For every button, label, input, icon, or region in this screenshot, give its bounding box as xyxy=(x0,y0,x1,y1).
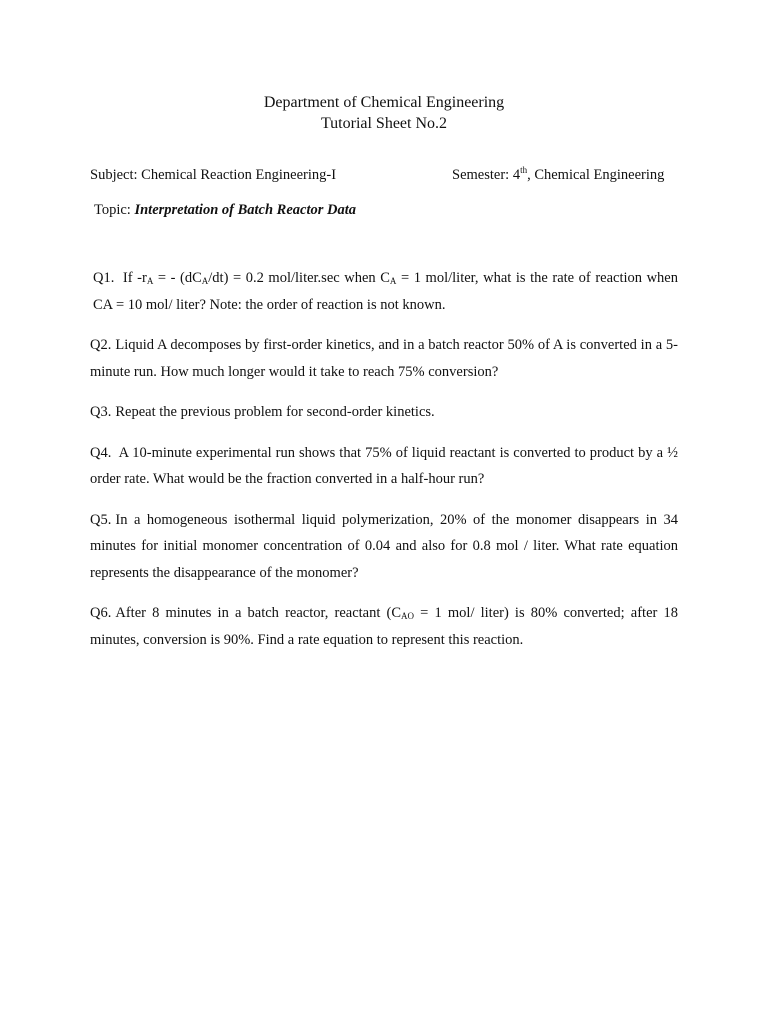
semester-number: 4 xyxy=(512,167,521,183)
subscript: A xyxy=(389,276,397,286)
question-text: Liquid A decomposes by first-order kinetics, and in a batch reactor 50% of A is converted in a 5-minute run. How much longer would it take to reach 75% conversion? xyxy=(90,337,678,380)
semester-line xyxy=(452,167,664,184)
department-title: Department of Chemical Engineering xyxy=(263,94,505,111)
semester-ordinal: th xyxy=(520,165,528,175)
question-text: = 1 mol/ liter) is 80% converted; after 18 minutes, conversion is 90%. Find a rate equation to represent this reaction. xyxy=(90,605,678,648)
question-5 xyxy=(90,507,678,587)
question-text: = 1 mol/liter, what is the rate of reaction when CA = 10 mol/ liter? Note: the order of reaction is not known. xyxy=(93,270,678,313)
subject-line xyxy=(90,167,336,184)
question-2 xyxy=(90,332,678,385)
subject-value: Chemical Reaction Engineering-I xyxy=(141,167,337,183)
question-number: Q1. xyxy=(93,270,115,286)
question-number: Q6. xyxy=(90,605,112,621)
question-6 xyxy=(90,600,678,653)
question-text: If -r xyxy=(118,270,147,286)
question-number: Q5. xyxy=(90,511,112,528)
question-number: Q2. xyxy=(90,337,112,353)
topic-label: Topic: xyxy=(94,202,131,218)
subject-semester-row xyxy=(90,167,680,187)
subscript: A xyxy=(201,276,209,286)
question-3 xyxy=(90,399,678,426)
tutorial-sheet-title: Tutorial Sheet No.2 xyxy=(320,115,448,132)
question-text: Repeat the previous problem for second-order kinetics. xyxy=(115,404,435,420)
question-text: After 8 minutes in a batch reactor, reactant (C xyxy=(115,605,402,621)
question-text: A 10-minute experimental run shows that 75% of liquid reactant is converted to product by a ½ order rate. What would be the fraction converted in a half-hour run? xyxy=(90,444,678,487)
question-4 xyxy=(90,440,678,493)
question-list xyxy=(90,265,678,667)
subscript: A xyxy=(146,276,154,286)
topic-line xyxy=(94,202,356,219)
question-text: /dt) = 0.2 mol/liter.sec when C xyxy=(208,270,390,286)
question-text: In a homogeneous isothermal liquid polymerization, 20% of the monomer disappears in 34 minutes for initial monomer concentration of 0.04 and also for 0.8 mol / liter. What rate equation represents the disappearance of the monomer? xyxy=(90,511,678,581)
semester-program: , Chemical Engineering xyxy=(527,167,665,183)
topic-value: Interpretation of Batch Reactor Data xyxy=(134,202,357,218)
semester-label: Semester: xyxy=(452,167,510,183)
subject-label: Subject: xyxy=(90,167,138,183)
question-number: Q3. xyxy=(90,404,112,420)
subscript: AO xyxy=(401,611,415,621)
question-text: = - (dC xyxy=(153,270,202,286)
question-1 xyxy=(90,265,678,318)
document-header xyxy=(0,92,768,134)
question-number: Q4. xyxy=(90,444,112,461)
